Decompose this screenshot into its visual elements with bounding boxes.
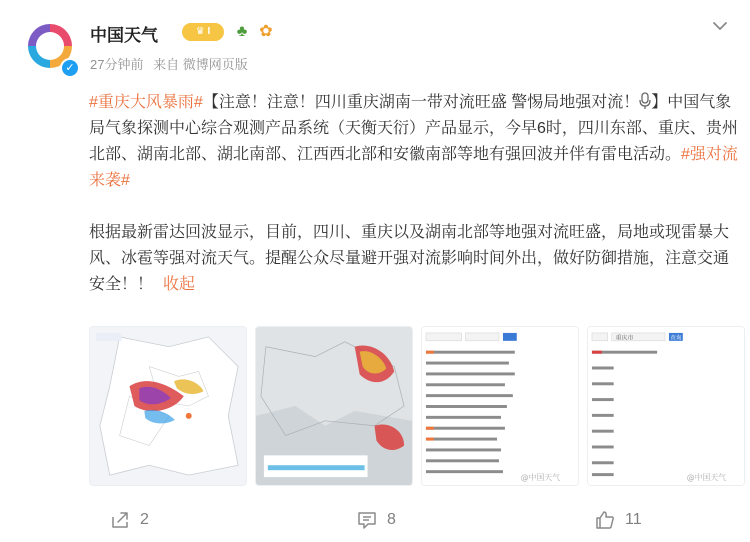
thumbs-up-icon <box>595 510 615 530</box>
share-icon <box>110 510 130 530</box>
post-meta <box>90 54 254 73</box>
microphone-icon <box>639 92 651 110</box>
action-bar <box>0 500 750 540</box>
radar-map-image[interactable] <box>89 326 247 486</box>
post-text: 根据最新雷达回波显示，目前，四川、重庆以及湖南北部等地强对流旺盛，局地或现雷暴大风、冰雹等强对流天气。提醒公众尽量避开强对流影响时间外出，做好防御措施，注意交通安全！！ <box>89 224 730 293</box>
hashtag-link[interactable]: #强对流来袭# <box>89 146 738 189</box>
image-grid <box>89 326 749 486</box>
collapse-link[interactable]: 收起 <box>163 276 196 293</box>
post-text: 】中国气象局气象探测中心综合观测产品系统（天衡天衍）产品显示，今早6时，四川东部、重庆、贵州北部、湖南北部、湖北南部、江西西北部和安徽南部等地有强回波并伴有雷电活动。 <box>89 94 738 163</box>
post-paragraph <box>89 90 739 194</box>
member-badge[interactable] <box>182 23 224 41</box>
crown-icon: ♛ <box>195 26 205 37</box>
image-select-label: 重庆市 <box>615 335 634 342</box>
verified-icon: ✓ <box>60 58 80 78</box>
image-watermark: @中国天气 <box>686 473 727 483</box>
sun-icon[interactable]: ✿ <box>259 23 273 40</box>
comment-icon <box>357 510 377 530</box>
comment-button[interactable] <box>357 506 396 534</box>
post-time[interactable]: 27分钟前 <box>90 57 144 72</box>
share-count: 2 <box>140 511 149 528</box>
post-text: 【注意！注意！四川重庆湖南一带对流旺盛 警惕局地强对流！ <box>202 94 640 111</box>
share-button[interactable] <box>110 506 149 534</box>
warning-list-image[interactable] <box>421 326 579 486</box>
like-count: 11 <box>625 511 642 528</box>
post-body <box>89 90 739 324</box>
post-header <box>20 16 732 86</box>
image-query-label: 查询 <box>670 335 682 342</box>
radar-terrain-image[interactable] <box>255 326 413 486</box>
like-button[interactable] <box>595 506 642 534</box>
badge-level: I <box>207 26 211 37</box>
post-source: 来自 微博网页版 <box>153 57 248 72</box>
tree-icon[interactable]: ♣ <box>236 23 248 40</box>
account-name[interactable]: 中国天气 <box>90 26 158 45</box>
chevron-down-icon[interactable] <box>710 16 730 36</box>
post-paragraph <box>89 220 739 298</box>
hashtag-link[interactable]: #重庆大风暴雨# <box>89 94 203 111</box>
image-watermark: @中国天气 <box>520 473 561 483</box>
warning-signal-image[interactable] <box>587 326 745 486</box>
comment-count: 8 <box>387 511 396 528</box>
